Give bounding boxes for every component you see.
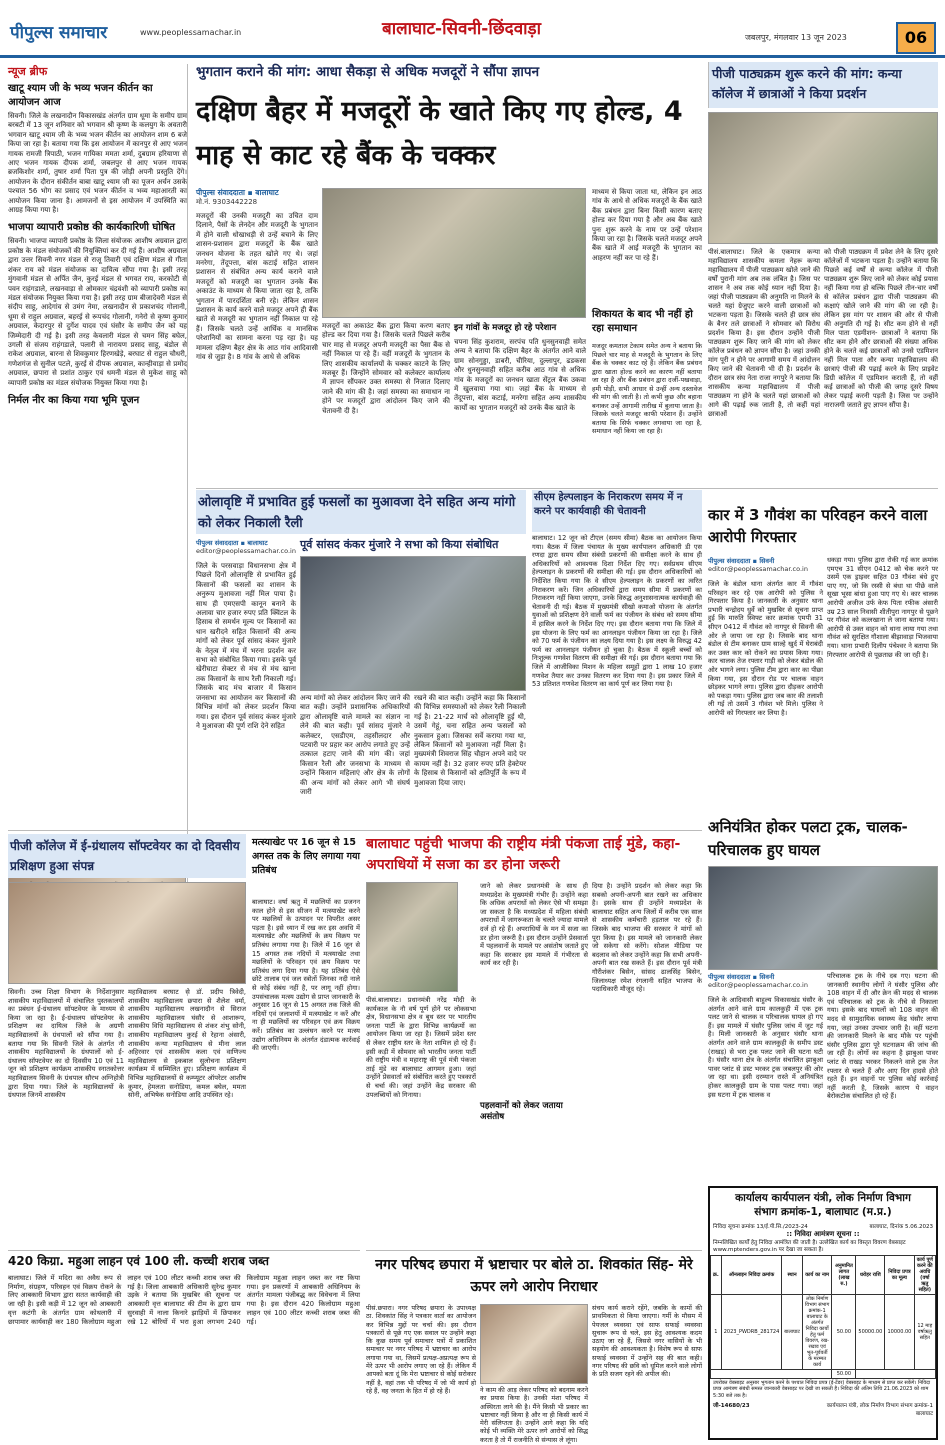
fishing-ban-body: बालाघाट। वर्षा ऋतु में मछलियों का प्रजनन काल होने से इस सीजन में मत्स्याखेट करने पर मछलियों के उत्पादन पर विपरीत असर पड़ता है। इसे ध्यान में रख कर इस अवधि में मत्स्याखेट और मछलियों के क्रय विक्रय पर प्रतिबंध लगाया गया है। जिले में 16 जून से 15 अगस्त तक नदियों में मत्स्याखेट तथा मछलियों के परिवहन एवं क्रय विक्रय पर प्रतिबंध लगा दिया गया है। यह प्रतिबंध ऐसे छोटे तालाब एवं जल स्त्रोतों जिनका नदी नाले से कोई संबंध नहीं है, पर लागू नहीं होगा। उपसंचालक मत्स्य उद्योग से प्राप्त जानकारी के अनुसार 16 जून से 15 अगस्त तक जिले की नदियों एवं जलाशयों में मत्स्याखेट न करें और ना ही मछलियों का परिवहन एवं क्रय विक्रय करें। प्रतिबंध का उल्लंघन करने पर मत्स्य उद्योग अधिनियम के अंतर्गत दंडात्मक कार्रवाई की जाएगी।: [252, 898, 360, 1053]
pankaja-column-1: पीसं.बालाघाट। प्रधानमंत्री नरेंद्र मोदी के कार्यकाल के नौ वर्ष पूर्ण होने पर लोकसभा क्षेत्र, विधानसभा क्षेत्र व बूथ स्तर पर भारतीय जनता पार्टी के द्वारा विभिन्न कार्यक्रमों का आयोजन किया जा रहा है। जिसमें प्रदेश स्तर से लेकर राष्ट्रीय स्तर के नेता शामिल हो रहे हैं। इसी कड़ी में सोमवार को भारतीय जनता पार्टी की राष्ट्रीय मंत्री व महाराष्ट्र की पूर्व मंत्री पंकजा ताई मुंडे का बालाघाट आगमन हुआ। जहां उन्होंने प्रेसवार्ता को संबोधित करते हुए पत्रकारों से चर्चा की। जहां उन्होंने केंद्र सरकार की उपलब्धियों को गिनाया।: [366, 996, 476, 1099]
tender-office-division: संभाग क्रमांक-1, बालाघाट (म.प्र.): [754, 1206, 892, 1218]
lead-column-4: माध्यम से किया जाता था, लेकिन इन आठ गांव के आधे से अधिक मजदूरों के बैंक खाते बैंक प्रबंधन द्वारा बिना किसी कारण बताए होल्ड कर दिया गया है और अब बैंक खाते पुनः शुरू करने के नाम पर उन्हें परेशान किया जा रहा है। जिसके चलते मजदूर अपने बैंक खाते में आई मजदूरी के भुगतान का आहरण नहीं कर पा रहे हैं।: [592, 188, 702, 262]
edition-title: बालाघाट-सिवनी-छिंदवाड़ा: [382, 19, 542, 39]
table-cell: 50000.00: [856, 1295, 885, 1370]
tender-table: [710, 1255, 936, 1379]
lead-photo-workers: [322, 188, 586, 318]
cattle-column-2: धकड़ा गया। पुलिस द्वारा रोकी गई कार क्रमांक एमएच 31 सीएन 0412 को चेक करने पर उसमें एक ड्राइवर सहित 03 गौवंश बंधे हुए पाए गए, जो कि रस्सी से बंधा था पीछे वाले सूखा भूसा बांधा हुआ पाए गए थे। कार चालक आरोपी अजीज उर्फ केफ पिता रफीक अंसारी उम्र 23 साल निवासी शीतीपुरा नागपुर से पूछने पर गौवंश को कत्लखाना ले जाना बताया गया। आरोपी से उक्त वाहन को थाना लाया गया तथा गौवंश को सुरक्षित गौशाला बीझावाड़ा भिजवाया गया। थाना प्रभारी दिलीप पंचेश्वर ने बताया कि गिरफ्तार आरोपी से पूछताछ की जा रही है।: [827, 556, 938, 659]
brief-body: सिवनी। भाजपा व्यापारी प्रकोष्ठ के जिला संयोजक आशीष अग्रवाल द्वारा प्रकोष्ठ के मंडल संयोजकों की नियुक्तियां कर दी गई हैं। आशीष अग्रवाल द्वारा उत्तर सिवनी नगर मंडल से राजू तिवारी एवं दक्षिण मंडल से गीता शंकर राय को मंडल संयोजक का दायित्व सौंपा गया है। इसी तरह मुंगवानी मंडल से अर्पित जैन, कुरई मंडल से भगवत राय, करकोटी से पवन राहंगडाले, लखनवाड़ा से ओमकार चंद्रवंशी को व्यापारी प्रकोष्ठ का मंडल संयोजक नियुक्त किया गया है। इसी तरह ग्राम बीजादेवरी मंडल से संदीप साहू, आदेगांव से उमंग नेमा, लखनादौन से प्रकाशचंद गोलानी, धूमा से राहुल अग्रवाल, बहरई से रूपचंद गोलानी, गनेरो से कृष्ण कुमार अग्रवाल, केदारपुर से दुर्गेश यादव एवं घंसौर के समीप जैन को यह जिम्मेदारी दी गई है। इसी तरह केवलारी मंडल से चमन सिंह बघेल, उगली से संजय राहंगडाले, पलारी से नारायण प्रसाद साहू, बंडोल से राकेश अग्रवाल, बारना से शिवकुमार हिरणखेड़े, बरघाट से राहुल चौधरी, गणेशगंज से सुनील पटले, कुरई से दीपक अग्रवाल, कान्हीवाड़ा से प्रमोद अग्रवाल, छपारा से प्रशांत ठाकुर एवं धमनी मंडल से मुकेश साहू को व्यापारी प्रकोष्ठ का मंडल संयोजक नियुक्त किया गया है।: [8, 237, 187, 387]
brief-body: सिवनी। जिले के लखनादौन विकासखंड अंतर्गत ग्राम धूमा के समीप ग्राम बरबटी में 13 जून शनिवार को भगवान श्री कृष्ण के कलयुग के अवतारी भगवान खाटू श्याम जी के भव्य भजन कीर्तन का आयोजन शाम 6 बजे किया जा रहा है। बताया गया कि इस आयोजन में कानपुर से आए भजन गायक रामजी त्रिपाठी, भजन गायिका ममता शर्मा, दुबग्राम हरियाणा से आए भजन गायक दीपक शर्मा, जबलपुर से आए भजन गायक ब्रजकिशोर शर्मा, तुषार शर्मा पिता पुत्र की जोड़ी अपनी प्रस्तुति देंगे। आयोजन के दौरान संकीर्तन बाबा खाटू श्याम जी का पूजन अर्चन उसके पश्चात 56 भोग का प्रसाद एवं भजन कीर्तन व भव्य महाआरती का आयोजन किया जाना है। आमजनों से इस आयोजन में उपस्थिति का आग्रह किया गया है।: [8, 112, 187, 215]
lead-column-2: मजदूरों का अकाउंट बैंक द्वारा किया करण बताए होल्ड कर दिया गया है। जिसके चलते पिछले करीब चार माह से मजदूर अपनी मजदूरी का पैसा बैंक से नहीं निकाल पा रहे हैं। वहीं मजदूरों के भुगतान के लिए शासकीय कार्यालयों के चक्कर काटने के लिए मजबूर हैं। जिन्होंने सोमवार को कलेक्टर कार्यालय में ज्ञापन सौंपकर उक्त समस्या से निजात दिलाए जाने की मांग की है। जहां समस्या का समाधान ना होने पर मजदूरों द्वारा आंदोलन किए जाने की चेतावनी दी है।: [322, 322, 450, 415]
lead-byline-box: [196, 188, 316, 210]
table-header-cell: कार्य पूर्ण करने की अवधि (वर्षा ऋतु सहित): [914, 1256, 935, 1295]
news-brief-tag: न्यूज ब्रीफ: [8, 65, 48, 78]
brief-headline[interactable]: खाटू श्याम जी के भव्य भजन कीर्तन का आयोजन आज: [8, 83, 153, 108]
section-divider: [8, 830, 702, 831]
lead-photo-caption: इन गांवों के मजदूर हो रहे परेशान: [454, 323, 557, 333]
table-cell: [711, 1370, 832, 1379]
table-cell: 10000.00: [885, 1295, 914, 1370]
table-header-cell: अनुमानित लागत (लाख रु.): [832, 1256, 856, 1295]
fishing-ban-headline[interactable]: मत्स्याखेट पर 16 जून से 15 अगस्त तक के लिए लगाया गया प्रतिबंध: [252, 837, 360, 876]
rally-column-2: अन्य मांगों को लेकर आंदोलन किए जाने की बात कही। उन्होंने प्रशासनिक अधिकारियों द्वारा ओलावृष्टि वाले मामले का संज्ञान ना लेने की बात कही। पूर्व सांसद मुंजारे ने कलेक्टर, एसडीएम, तहसीलदार और पटवारी पर प्रहार कर आरोप लगाते हुए उन्हें तत्काल हटाए जाने की मांग की। जहां किसान रैली और जनसभा के माध्यम से उन्होंने किसान महिलाएं और क्षेत्र के लोगों की अन्य मांगों को लेकर आगे भी संघर्ष जारी: [300, 694, 410, 797]
tender-code: जी-14680/23: [713, 1402, 750, 1409]
cm-helpline-headline[interactable]: सीएम हेल्पलाइन के निराकरण समय में न करने पर कार्यवाही की चेतावनी: [534, 492, 683, 517]
table-header-cell: धरोहर राशि: [856, 1256, 885, 1295]
rally-headline[interactable]: ओलावृष्टि में प्रभावित हुई फसलों का मुआवजा देने सहित अन्य मांगो को लेकर निकाली रैली: [198, 495, 516, 531]
cattle-headline[interactable]: कार में 3 गौवंश का परिवहन करने वाला आरोपी गिरफ्तार: [708, 506, 928, 546]
lead-column-3: चपना सिंह कुशराम, सरपंच पति धुनसुनवाही समेत अन्य ने बताया कि दक्षिण बैहर के अंतर्गत आने वाले ग्राम सोनगुड्डा, डाबरी, चीरिया, दुल्लापुर, ढडकसा और धुनसुनवाही सहित करीब आठ गांव से अधिक गांव के मजदूरों का जनधन खाता सेंट्रल बैंक उकवा में खुलवाया गया था। जहां बैंक के माध्यम से तेंदूपत्ता, बांस कटाई, मनरेगा सहित अन्य शासकीय कार्यों का भुगतान मजदूरों को उनके बैंक खाते के: [454, 338, 586, 412]
section-divider: [8, 1250, 360, 1251]
tender-table-header: [711, 1256, 936, 1295]
tender-date: बालाघाट, दिनांक 5.06.2023: [869, 1224, 933, 1230]
brief-headline[interactable]: निर्मल नीर का किया गया भूमि पूजन: [8, 394, 140, 406]
tender-notice-title: :: निविदा आमंत्रण सूचना ::: [786, 1230, 860, 1238]
table-header-cell: निविदा प्रपत्र का मूल्य: [885, 1256, 914, 1295]
table-cell: 12 माह वर्षाऋतु सहित: [914, 1295, 935, 1370]
newspaper-logo[interactable]: पीपुल्स समाचार: [10, 23, 108, 43]
rally-subhead: पूर्व सांसद कंकर मुंजारे ने सभा को किया संबोधित: [300, 538, 499, 551]
pankaja-column-2: जाने को लेकर प्रधानमंत्री के साथ ही मध्यप्रदेश के मुख्यमंत्री गंभीर हैं। उन्होंने कहा कि अधिक अपराधों को लेकर ऐसे भी समझा जा सकता है कि मध्यप्रदेश में महिला संबंधी अपराधों में जागरूकता के चलते ज्यादा मामले दर्ज हो रहे हैं। अपराधियों के मन में सजा का डर होना जरूरी है। इस दौरान उन्होंने प्रेसवार्ता में पहलवानों के मामले पर असंतोष जताते हुए कहा कि सरकार इस मामले में गंभीरता से कार्य कर रही है।: [480, 882, 588, 968]
cattle-byline: पीपुल्स संवाददाता ▪ सिवनी: [708, 557, 775, 565]
table-cell: लोक निर्माण विभाग संभाग क्रमांक-1 बालाघाट के अंतर्गत निविदा कार्यों हेतु फर्म विवरण, रख-रखाव एवं भूत-पूर्ववर्ती के मरम्मत कार्य: [802, 1295, 832, 1370]
table-header-cell: ऑनलाइन निविदा क्रमांक: [721, 1256, 782, 1295]
rally-photo: [300, 556, 526, 691]
egranth-photo: [8, 882, 246, 984]
rally-byline: पीपुल्स संवाददाता ▪ बालाघाट: [196, 539, 268, 547]
liquor-body: बालाघाट। जिले में मदिरा का अवैध रूप से निर्माण, संग्रहण, परिवहन एवं विक्रय रोकने के लिए आबकारी विभाग द्वारा सतत कार्यवाही की जा रही है। इसी कड़ी में 12 जून को आबकारी वृत्त कटंगी के अंतर्गत ग्राम कोथलारी में छापामार कार्यवाही कर 180 किलोग्राम महुआ लाहन एवं 100 लीटर कच्ची शराब जब्त की गई है। जिला आबकारी अधिकारी सुरेन्द्र कुमार उइके ने बताया कि मुखबिर की सूचना पर आबकारी वृत्त बालाघाट की टीम के द्वारा ग्राम सुरवाही में नाला किनारे झाड़ियों में छिपाकर रखे 12 बोरियों में भरा हुआ लगभग 240 किलोग्राम महुआ लाहन जब्त कर नष्ट किया गया। इन प्रकरणों में आबकारी अधिनियम के अंतर्गत मामला पंजीबद्ध कर विवेचना में लिया गया है। इस दौरान 420 किलोग्राम महुआ लाहन एवं 100 लीटर कच्ची शराब जब्त की गई।: [8, 1274, 360, 1326]
tender-intro: निम्नलिखित कार्यों हेतु निविदा आमंत्रित की जाती है। उल्लेखित कार्य का विस्तृत विवरण वेबसाइट www.mptenders.gov.in पर देखा जा सकता है।: [713, 1240, 906, 1253]
pg-college-photo: [708, 112, 938, 244]
brief-headline[interactable]: भाजपा व्यापारी प्रकोष्ठ की कार्यकारिणी घोषित: [8, 222, 176, 234]
lead-kicker: भुगतान कराने की मांग: आधा सैकड़ा से अधिक मजदूरों ने सौंपा ज्ञापन: [196, 64, 540, 80]
pankaja-headline[interactable]: बालाघाट पहुंची भाजपा की राष्ट्रीय मंत्री पंकजा ताई मुंडे, कहा- अपराधियों में सजा का डर होना जरूरी: [366, 836, 681, 873]
lead-subhead: शिकायत के बाद भी नहीं हो रहा समाधान: [592, 309, 693, 334]
lead-column-1: मजदूरों की उनकी मजदूरी का उचित दाम दिलाने, पैसों के लेनदेन और मजदूरी के भुगतान में होने वाली धोखाधड़ी से उन्हें बचाने के लिए शासन-प्रशासन द्वारा मजदूरों के बैंक खाते जनधन योजना के तहत खोले गए थे। जहां मनरेगा, तेंदूपत्ता, बांस कटाई सहित शासन प्रशासन से संबंधित अन्य कार्य कराने वाले मजदूरों को मजदूरी का भुगतान उनके बैंक अकाउंट के माध्यम से किया जाता रहा है, ताकि भुगतान में पारदर्शिता बनी रहे। लेकिन शासन प्रशासन के कार्य करने वाले मजदूर अपने ही बैंक खाते से मजदूरी का भुगतान नहीं निकाल पा रहे हैं। जिसके चलते उन्हें आर्थिक व मानसिक परेशानियों का सामना करना पड़ रहा है। यह मामला दक्षिण बैहर क्षेत्र के आठ गांव आदिवासी गांव से जुड़ा है। 8 गांव के आधे से अधिक: [196, 212, 318, 362]
tender-office-title: कार्यालय कार्यपालन यंत्री, लोक निर्माण विभाग: [735, 1192, 911, 1204]
lead-byline: पीपुल्स संवाददाता ▪ बालाघाट: [196, 188, 279, 197]
section-divider: [196, 488, 938, 489]
table-header-cell: कार्य का नाम: [802, 1256, 832, 1295]
rally-column-3: रखने की बात कही। उन्होंने कहा कि किसानों की विभिन्न समस्याओं को लेकर रैली निकाली गई है। 21-22 मार्च को ओलावृष्टि हुई थी, उसमें गेहूं, चना सहित अन्य फसलों को नुकसान हुआ। जिसका सर्वे कराया गया था, लेकिन किसानों को मुआवजा नहीं मिला है। मुख्यमंत्री शिवराज सिंह चौहान अपने वादे पर कायम नहीं है। 32 हजार रुपए प्रति हेक्टेयर के हिसाब से किसानों को क्षतिपूर्ति के रूप में मुआवजा दिया जाए।: [414, 694, 526, 787]
cattle-byline-box: [708, 556, 823, 578]
liquor-headline[interactable]: 420 किग्रा. महुआ लाहन एवं 100 ली. कच्ची शराब जब्त: [8, 1254, 269, 1268]
tender-advertisement: [708, 1186, 938, 1440]
pankaja-subhead: पहलवानों को लेकर जताया असंतोष: [480, 1100, 588, 1114]
chhapara-photo: [480, 1304, 588, 1384]
egranth-column-1: सिवनी। उच्च शिक्षा विभाग के निर्देशानुसार शासकीय महाविद्यालयों में संचालित पुस्तकालयों का प्रबंधन ई-ग्रंथालय सॉफ्टवेयर के माध्यम से किया जा रहा है। ई-ग्रंथालय सॉफ्टवेयर के प्रशिक्षण का दायित्व जिले के अग्रणी महाविद्यालयों के ग्रंथपालों को सौंपा गया है। बताया गया कि सिवनी जिले के अंतर्गत नौ शासकीय महाविद्यालयों के ग्रंथपालों को ई-ग्रंथालय सॉफ्टवेयर का दो दिवसीय 10 एवं 11 जून को प्रशिक्षण कार्यक्रम शासकीय स्नातकोत्तर महाविद्यालय सिवनी के ग्रंथपाल सौरभ अग्निहोत्री द्वारा दिया गया। जिले के महाविद्यालयों के ग्रंथपाल जिनमें शासकीय: [8, 988, 124, 1100]
pankaja-column-3: दिया है। उन्होंने प्रदर्शन को लेकर कहा कि सबको अपनी-अपनी बात रखने का अधिकार है। इसके साथ ही उन्होंने मध्यप्रदेश के बालाघाट सहित अन्य जिलों में करीब एक साल से शासकीय कर्मचारी हड़ताल पर रहे हैं। जिसके बाद भाजपा की सरकार ने मांगों को पूरा किया है। इस मामले को जानकारी लेकर जो सकेगा सो करेंगे। सोशल मीडिया पर बदलाव को लेकर उन्होंने कहा कि सभी अपनी-अपनी बात रख सकते हैं। इस दौरान पूर्व मंत्री गौरीशंकर बिसेन, सांसद ढालसिंह बिसेन, जिलाध्यक्ष रमेश रंगलानी सहित भाजपा के पदाधिकारी मौजूद रहे।: [592, 882, 702, 994]
tender-total: 50.00: [832, 1370, 856, 1379]
table-row: [711, 1295, 936, 1370]
lead-mobile: मो.नं. 9303442228: [196, 198, 258, 206]
pg-college-column-2: को पीजी पाठ्यक्रम में प्रवेश लेने के लिए दूसरे कॉलेजों में भटकना पड़ता है। उन्होंने बताया कि पिछले कई वर्षों से कन्या कॉलेज में पीजी पाठ्यक्रम शुरू किए जाने को लेकर कोई प्रयास नहीं किया गया हो बल्कि पिछले तीन-चार वर्षों से कॉलेज प्रबंधन द्वारा पीजी पाठ्यक्रम की कक्षाएं खोले जाने की मांग की जा रही है। लेकिन इस मांग पर शासन की ओर से पीजी की अनुमति दी गई है। सीट कम होने से नहीं मिल पाता एडमीशन- छात्राओं ने बताया कि सीट कम होने और छात्राओं की संख्या अधिक होने के चलते कई छात्राओं को उनसे एडमिशन नहीं मिल पाता और कन्या महाविद्यालय की छात्राएं पीजी की पढ़ाई करने के लिए प्राइवेट डिग्री कॉलेज में एडमिशन कराती हैं, तो वहीं कई छात्राओं को पीजी की जगह दूसरे विषय लेकर पढ़ाई करनी पड़ती है। जिस पर उन्होंने नाराजगी जताते हुए ज्ञापन सौंपा है।: [824, 248, 938, 409]
tender-signoff: कार्यपालन यंत्री, लोक निर्माण विभाग संभाग क्रमांक-1 बालाघाट: [826, 1402, 933, 1417]
tender-ref: निविदा सूचना क्रमांक 13/ई.पी.सि./2023-24: [713, 1224, 808, 1230]
tender-ref-row: [710, 1222, 936, 1230]
table-header-cell: क्र.: [711, 1256, 722, 1295]
table-cell: 50.00: [832, 1295, 856, 1370]
truck-column-1: जिले के आदिवासी बाहुल्य विकासखंड घंसौर के अंतर्गत आने वाले ग्राम कालकुही में एक ट्रक पलट जाने से चालक व परिचालक घायल हो गए हैं। इस मामले में घंसौर पुलिस जांच में जुट गई है। मिली जानकारी के अनुसार घंसौर थाना अंतर्गत आने वाले ग्राम कालकुही के समीप डस्ट (राखड़) से भरा ट्रक पलट जाने की घटना घटी है। घंसौर थाना क्षेत्र के अंतर्गत संचालित झाबुआ पावर प्लांट से डस्ट भरकर ट्रक जबलपुर की ओर जा रहा था। इसी दरम्यान रास्ते में अनियंत्रित होकर कालकुही ग्राम के पास पलट गया। जहां इस घटना में ट्रक चालक व: [708, 996, 823, 1099]
truck-column-2: परिचालक ट्रक के नीचे दब गए। घटना की जानकारी स्थानीय लोगों ने घंसौर पुलिस और 108 वाहन में दी और क्रेन की मदद से चालक एवं परिचालक को ट्रक के नीचे से निकाला गया। इसके बाद घायलों को 108 वाहन की मदद से सामुदायिक स्वास्थ्य केंद्र घंसौर लाया गया, जहां उनका उपचार जारी है। वहीं घटना की जानकारी मिलने के बाद मौके पर पहुंची घंसौर पुलिस द्वारा पूरे घटनाक्रम की जांच की जा रही है। लोगों का कहना है झाबुआ पावर प्लांट से राखड़ भरकर निकलने वाले ट्रक तेज रफ्तार से चलते हैं और आए दिन हादसे होते रहते हैं। इन वाहनों पर पुलिस कोई कार्रवाई नहीं करती है, जिसके कारण ये वाहन बेरोकटोक संचालित हो रहे हैं।: [827, 972, 938, 1101]
tender-footer-text: उपरोक्त वेबसाइट अनुसार भुगतान करने के पश्चात निविदा प्रपत्र (ई-टेंडर) वेबसाइट के माध्यम से प्राप्त कर सकेंगे। निविदा प्रपत्र आमंत्रण संबंधी समस्त जानकारी वेबसाइट पर देखी जा सकती है। निविदा की अंतिम तिथि 21.06.2023 को शाम 5:30 बजे तक है।: [713, 1380, 931, 1399]
chhapara-column-3: संचय कार्य कराने रहेंगे, जबकि के कामों की प्राथमिकता से किया जाएगा। गर्मी के मौसम में पेयजल व्यवस्था एवं साफ सफाई व्यवस्था सुचारू रूप से चले, इस हेतु आवश्यक कदम उठाए जा रहे हैं, जिससे नगर वासियों के भी सहयोग की आवश्यकता है। विशेष रूप से साफ सफाई व्यवस्था में उन्होंने सह की बात कही। नगर परिषद की छवि को धूमिल करने वाले लोगों के प्रति सजग रहने की अपील की।: [592, 1304, 702, 1379]
truck-headline[interactable]: अनियंत्रित होकर पलटा ट्रक, चालक-परिचालक हुए घायल: [708, 818, 908, 859]
chhapara-column-1: पीसं.छपारा। नगर परिषद छपारा के उपाध्यक्ष ठा. शिवकांत सिंह ने पत्रकार वार्ता का आयोजन कर विभिन्न मुद्दों पर चर्चा की। इस दौरान पत्रकारों से पूछे गए एक सवाल पर उन्होंने कहा कि कुछ समय पूर्व समाचार पत्रों में प्रकाशित समाचार पर नगर परिषद में भ्रष्टाचार का आरोप लगाया गया था, जिसमें प्रत्यक्ष-अप्रत्यक्ष रूप से मेरे ऊपर भी आरोप लगाए जा रहे हैं। लेकिन मैं आपको बता दूं कि मेरा भ्रष्टाचार से कोई सरोकार नहीं है, वहां तक भी परिषद में जो भी कार्य हो रहे हैं, वह जनता के हित में हो रहे हैं।: [366, 1304, 476, 1395]
dateline: जबलपुर, मंगलवार 13 जून 2023: [745, 33, 847, 42]
pg-college-headline[interactable]: पीजी पाठ्यक्रम शुरू करने की मांग: कन्या कॉलेज में छात्राओं ने किया प्रदर्शन: [712, 66, 902, 101]
section-divider: [366, 1250, 702, 1251]
lead-column-4b: मजदूर कमताल टेकाम समेत अन्य ने बताया कि पिछले चार माह से मजदूरी के भुगतान के लिए बैंक के चक्कर काट रहे हैं। लेकिन बैंक प्रबंधन द्वारा खाता होल्ड करने का कारण नहीं बताया जा रहा है और बैंक प्रबंधन द्वारा दर्जी-पखवाड़ा, हमी पोड़ी, सभी आधार से उन्हीं अन्य दस्तावेज की मांग की जाती है। तो कभी कुछ और बहाना बनाकर उन्हें आगामी तारीख में बुलाया जाता है। जिसके चलते मजदूर काफी परेशान हैं। उन्होंने बताया कि सिर्फ चक्कर लगवाया जा रहा है, समाधान नहीं किया जा रहा है।: [592, 342, 702, 435]
chhapara-headline[interactable]: नगर परिषद छपारा में भ्रष्टाचार पर बोले ठा. शिवकांत सिंह- मेरे ऊपर लगे आरोप निराधार: [375, 1257, 693, 1295]
website-link[interactable]: www.peoplessamachar.in: [140, 28, 242, 37]
lead-headline[interactable]: दक्षिण बैहर में मजदूरों के खाते किए गए होल्ड, 4 माह से काट रहे बैंक के चक्कर: [196, 96, 683, 171]
table-cell: [856, 1370, 936, 1379]
cattle-column-1: जिले के बंडोल थाना अंतर्गत कार में गौवंश परिवहन कर रहे एक आरोपी को पुलिस ने गिरफ्तार किया है। जानकारी के अनुसार थाना प्रभारी चन्द्रोदय धुर्वे को मुखबिर से सूचना प्राप्त हुई कि मारुति स्विफ्ट कार क्रमांक एमपी 31 सीएन 0412 में गौवंश को नागपुर से सिवनी की ओर ले जाया जा रहा है। जिसके बाद थाना बंडोल से टीम बनाकर ग्राम साल्हे खुर्द में घेराबंदी कर उक्त कार को रोकने का प्रयास किया गया। कार चालक तेज रफ्तार गाड़ी को लेकर बंडोल की ओर भागने लगा। पुलिस टीम द्वारा कार का पीछा किया गया, इस दौरान रोड पर चालक वाहन छोड़कर भागने लगा। पुलिस द्वारा दौड़कर आरोपी को पकड़ा गया। पुलिस द्वारा जब कार की तलाशी ली गई तो उसमें 3 गौवंश भरे मिले। पुलिस ने आरोपी को गिरफ्तार कर लिया है।: [708, 580, 823, 717]
table-cell: 2023_PWDRB_281724: [721, 1295, 782, 1370]
table-cell: 1: [711, 1295, 722, 1370]
chhapara-column-2: ने काम की आड़ लेकर परिषद को बदनाम करने का प्रयास किया है। उनकी मंशा परिषद में अस्थिरता लाने की है। मैंने किसी भी प्रकार का भ्रष्टाचार नहीं किया है और ना ही किसी कार्य में मेरी संलिप्तता है। उन्होंने आगे कहा कि यदि कोई भी व्यक्ति मेरे ऊपर लगे आरोपों को सिद्ध करता है तो मैं राजनीति से संन्यास ले लूंगा।: [480, 1386, 588, 1444]
table-row: [711, 1370, 936, 1379]
tender-bottom-row: [710, 1400, 936, 1418]
pankaja-photo: [366, 882, 458, 992]
truck-byline-box: [708, 972, 823, 994]
table-cell: बालाघाट: [782, 1295, 803, 1370]
cm-helpline-body: बालाघाट। 12 जून को टीएल (समय सीमा) बैठक का आयोजन किया गया। बैठक में जिला पंचायत के मुख्य कार्यपालन अधिकारी डी एस रणदा द्वारा समय सीमा संबंधी प्रकरणों की समीक्षा करने के साथ ही अधिकारियों को आवश्यक दिशा निर्देश दिए गए। सर्वप्रथम सीएम हेल्पलाइन के प्रकरणों की समीक्षा की गई। इस दौरान अधिकारियों को निर्देशित किया गया कि वे सीएम हेल्पलाइन के प्रकरणों का त्वरित निराकरण करें। जिन अधिकारियों द्वारा समय सीमा में प्रकरणों का निराकरण नहीं किया जाएगा, उनके विरुद्ध अनुशासनात्मक कार्यवाही की चेतावनी दी गई। बैठक में मुख्यमंत्री सीखो कमाओ योजना के अंतर्गत युवाओं को प्रशिक्षण देने वाली फर्म का पंजीयन के संबंध को समय सीमा में हासिल करने के निर्देश दिए गए। इस दौरान बताया गया कि जिले में इस योजना के लिए फर्म का आनलाइन पंजीयन किया जा रहा है। जिले को 70 फर्म के पंजीयन का लक्ष्य दिया गया है। इस लक्ष्य के विरुद्ध 42 फर्म का आनलाइन पंजीयन हो चुका है। बैठक में स्कूली बच्चों को निःशुल्क गणवेश वितरण की समीक्षा की गई। इस दौरान बताया गया कि जिले में आजीविका मिशन के महिला समूहों द्वारा 1 लाख 10 हजार गणवेश तैयार कर उनका वितरण कर दिया गया है। इस प्रकार जिले में 53 प्रतिशत गणवेश वितरण का कार्य पूर्ण कर लिया गया है।: [532, 534, 702, 689]
rally-byline-box: [196, 538, 296, 560]
cattle-email: editor@peoplessamachar.co.in: [708, 565, 808, 573]
egranth-column-2: महाविद्यालय बरघाट से डॉ. प्रदीप त्रिवेदी, शासकीय महाविद्यालय छपारा से शैलेश वर्मा, शासकीय महाविद्यालय लखनादौन से सिराज शासकीय महाविद्यालय घंसौर से आशारूप, शासकीय विधि महाविद्यालय से शंकर शंभु सोनी, शासकीय महाविद्यालय कुरई से रेहाना अंसारी, शासकीय कन्या महाविद्यालय से मीना लाल अहिरवार एवं शासकीय कला एवं वाणिज्य महाविद्यालय से इकबाल सुलोचना प्रशिक्षण कार्यक्रम में सम्मिलित हुए। प्रशिक्षण कार्यक्रम में विभिन्न महाविद्यालयों से कम्प्यूटर ऑपरेटर आशीष कुमार, हेमलता सनोडिया, कमल बघेल, ममता सोनी, अभिषेक सनोडिया आदि उपस्थित रहे।: [128, 988, 246, 1100]
rally-column-1: जिले के परसवाड़ा विधानसभा क्षेत्र में पिछले दिनों ओलावृष्टि से प्रभावित हुई किसानों की फसलों का शासन के अनुरूप मुआवजा नहीं मिल पाया है। साथ ही एमएसपी कानून बनाने के अलावा चार हजार रुपए प्रति क्विंटल के हिसाब से समर्थन मूल्य पर किसानों का धान खरीदने सहित किसानों की अन्य मांगों को लेकर पूर्व सांसद कंकर मुंजारे के नेतृत्व में मंच में भरना प्रदर्शन कर सभा को संबोधित किया गया। इसके पूर्व खेरीघाटा सेक्टर से मंच से मंच खाना तक किसानों के साथ रैली निकाली गई। जिसके बाद मंच बाजार में किसान जनसभा का आयोजन कर किसानों की विभिन्न मांगों को लेकर प्रदर्शन किया गया। इस दौरान पूर्व सांसद कंकर मुंजारे ने मुआवजा की पूर्ण राशि देने सहित: [196, 562, 296, 730]
table-header-cell: स्थान: [782, 1256, 803, 1295]
truck-byline: पीपुल्स संवाददाता ▪ सिवनी: [708, 973, 775, 981]
rally-email: editor@peoplessamachar.co.in: [196, 547, 296, 555]
egranth-headline[interactable]: पीजी कॉलेज में ई-ग्रंथालय सॉफ्टवेयर का दो दिवसीय प्रशिक्षण हुआ संपन्न: [10, 839, 240, 873]
truck-email: editor@peoplessamachar.co.in: [708, 981, 808, 989]
pg-college-column-1: पीसं.बालाघाट। जिले के एकमात्र कन्या महाविद्यालय शासकीय कमला नेहरू कन्या महाविद्यालय में पीजी पाठ्यक्रम खोले जाने की वर्षों पुरानी मांग अब तक लंबित है। जिस पर शासन ने अब तक कोई ध्यान नहीं दिया है। जहां पीजी पाठ्यक्रम की अनुमति ना मिलने के चलते यहां ग्रेजुएट करने वाली छात्राओं को भटकना पड़ता है। जिसके चलते ही छात्र संघ के बैनर तले छात्राओं ने सोमवार को विरोध प्रदर्शन किया है। इस दौरान उन्होंने पीजी पाठ्यक्रम शुरू किए जाने की मांग को लेकर कॉलेज प्रबंधन को ज्ञापन सौंपा है। जहां उनकी मांग पूरी न होने पर आगामी समय में आंदोलन किए जाने की चेतावनी भी दी है। प्रदर्शन के दौरान छात्र संघ नेता राजा नगपुरे ने बताया कि शासकीय कन्या महाविद्यालय में पीजी पाठ्यक्रम ना होने के चलते यहां छात्राओं को आगे की पढ़ाई रुक जाती है, तो कहीं यहां छात्राओं: [708, 248, 820, 418]
page-number: 06: [896, 22, 936, 54]
truck-photo: [708, 866, 938, 970]
